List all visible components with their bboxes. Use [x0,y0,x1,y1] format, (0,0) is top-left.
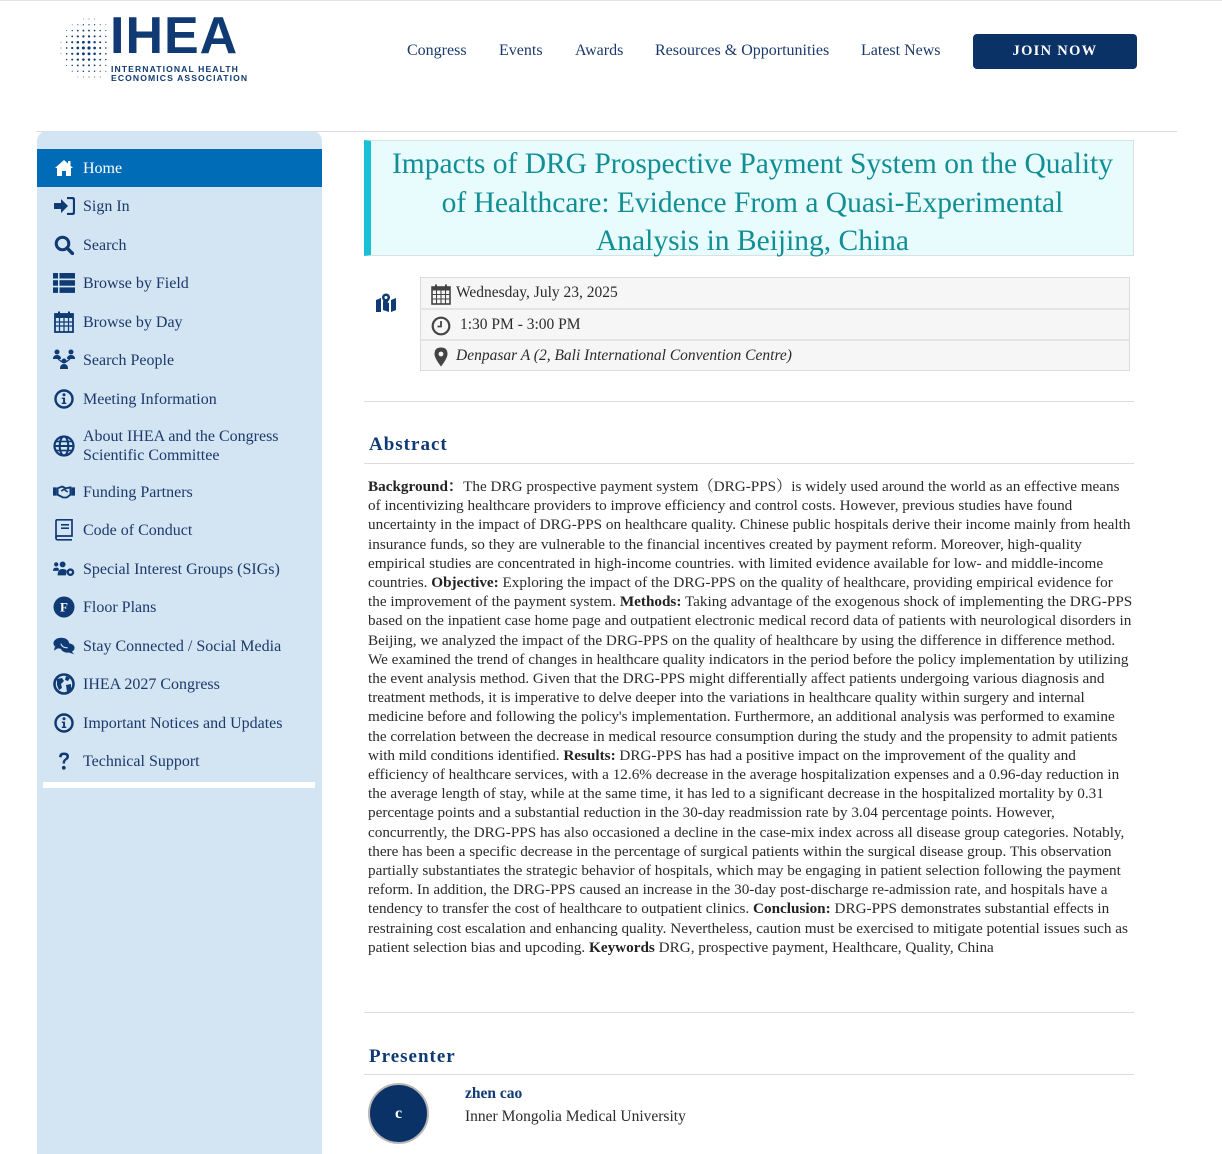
sidebar-item-label: Sign In [83,197,130,215]
abstract-body [368,477,1133,957]
results-label: Results: [563,746,616,764]
sidebar-divider [43,782,315,788]
abstract-background: The DRG prospective payment system（DRG-PPS）is widely used around the world as an effective means of incentivizing healthcare providers to improve efficiency and control costs. However, previous studies have found uncertainty in the impact of DRG-PPS on healthcare quality. Chinese public hospitals derive their income mainly from health insurance funds, so they are vulnerable to the financial incentives created by payment reform. Moreover, high-quality empirical studies are concentrated in high-income countries. with limited evidence available for low- and middle-income countries. [368,478,1131,592]
comments-icon [53,635,75,657]
conclusion-label: Conclusion: [753,900,831,918]
session-date-row [420,277,1130,309]
sidebar-item-label-line2: Scientific Committee [83,447,220,464]
abstract-methods: Taking advantage of the exogenous shock of implementing the DRG-PPS based on the inpatient case home page and outpatient electronic medical record data of patients with neurological disorders in Beijing, we analyzed the impact of the DRG-PPS on the quality of healthcare by using the difference in difference method. We examined the trend of changes in healthcare quality indicators in the period before the policy implementation by utilizing the event analysis method. Given that the DRG-PPS might differentially affect patients undergoing various diagnosis and treatment methods, it is imperative to delve deeper into the variations in healthcare quality within surgery and internal medicine before and following the policy's implementation. Furthermore, an additional analysis was performed to examine the correlation between the decrease in medical resource consumption during the study and the propensity to admit patients with mild conditions identified. [368,593,1133,764]
calendar-icon [53,311,75,333]
top-border [0,0,1222,1]
sidebar-item-label: Meeting Information [83,390,217,408]
clock-icon [430,315,452,337]
divider [364,463,1134,464]
logo-tagline [111,65,248,83]
join-now-button[interactable]: JOIN NOW [973,34,1137,69]
globe-americas-icon [53,673,75,695]
background-label: Background： [368,478,464,495]
abstract-heading: Abstract [369,434,448,455]
logo-wordmark: IHEA [110,7,239,65]
sidebar-item-about-ihea[interactable] [37,419,322,473]
sidebar-item-label: Home [83,159,123,177]
sidebar-item-home[interactable] [37,149,322,187]
sidebar-item-special-interest-groups[interactable] [37,550,322,588]
people-network-icon [53,349,75,371]
divider [364,401,1134,402]
sidebar-item-technical-support[interactable] [37,742,322,780]
sidebar-item-label: IHEA 2027 Congress [83,675,220,693]
globe-icon [53,435,75,457]
session-info-table [420,277,1130,371]
floor-plan-f-icon [53,596,75,618]
handshake-icon [53,481,75,503]
sidebar-item-label: Stay Connected / Social Media [83,637,282,655]
sidebar-item-search[interactable] [37,226,322,264]
nav-latest-news[interactable]: Latest News [861,42,941,59]
sidebar-item-label: Floor Plans [83,598,157,616]
abstract-keywords: DRG, prospective payment, Healthcare, Quality, China [658,938,994,956]
divider [364,1074,1134,1075]
sidebar-item-meeting-information[interactable] [37,380,322,418]
sidebar-item-stay-connected[interactable] [37,627,322,665]
presenter-heading: Presenter [369,1046,456,1067]
sidebar-item-label: Important Notices and Updates [83,714,283,732]
methods-label: Methods: [619,593,682,611]
nav-awards[interactable]: Awards [575,42,624,59]
session-date: Wednesday, July 23, 2025 [456,284,618,301]
search-icon [53,234,75,256]
session-time-row [420,308,1130,340]
location-pin-icon [430,346,452,368]
home-icon [53,157,75,179]
sidebar-item-label: Code of Conduct [83,521,193,539]
list-icon [53,272,75,294]
sidebar-item-label: Funding Partners [83,483,193,501]
divider [364,1012,1134,1013]
sidebar-item-browse-by-day[interactable] [37,303,322,341]
session-time: 1:30 PM - 3:00 PM [460,315,581,333]
ihea-logo[interactable] [58,7,258,86]
sidebar-item-browse-by-field[interactable] [37,264,322,302]
sidebar-item-label: Browse by Day [83,313,183,331]
users-cog-icon [53,558,75,580]
logo-tagline-line1: INTERNATIONAL HEALTH [111,64,239,74]
sidebar-item-funding-partners[interactable] [37,473,322,511]
keywords-label: Keywords [589,938,655,956]
sidebar-item-label-line1: About IHEA and the Congress [83,428,279,445]
abstract-objective: Exploring the impact of the DRG-PPS on the quality of healthcare, providing empirical evidence for the improvement of the payment system. [368,574,1113,611]
map-marker-icon[interactable] [375,293,397,313]
question-icon [53,750,75,772]
session-title: Impacts of DRG Prospective Payment System on the Quality of Healthcare: Evidence From a Quasi-Experimental Analysis in Beijing, China [391,148,1113,257]
sign-in-icon [53,195,75,217]
session-title-box [364,140,1134,256]
sidebar-item-label: Technical Support [83,752,200,770]
info-icon [53,388,75,410]
sidebar-item-label: Browse by Field [83,274,189,292]
svg-text:F: F [60,599,68,615]
abstract-results: DRG-PPS has had a positive impact on the improvement of the quality and efficiency of healthcare services, with a 12.6% decrease in the average hospitalization expenses and a 0.96-day reduction in the average length of stay, while at the same time, it has led to a significant decrease in the hospitalized mortality by 0.31 percentage points and a substantial reduction in the 30-day readmission rate by 3.04 percentage points. However, concurrently, the DRG-PPS has also occasioned a decline in the case-mix index across all disease group categories. Notably, there has been a specific decrease in the percentage of surgical patients within the surgical disease group. This observation partially substantiates the strategic behavior of hospitals, which may be engaging in patient selection following the payment reform. In addition, the DRG-PPS caused an increase in the 30-day post-discharge re-admission rate, and hospitals have a tendency to transfer the cost of healthcare to outpatient clinics. [368,746,1125,918]
sidebar-item-sign-in[interactable] [37,187,322,225]
sidebar-item-important-notices[interactable] [37,704,322,742]
sidebar-item-code-of-conduct[interactable] [37,511,322,549]
nav-resources-opportunities[interactable]: Resources & Opportunities [655,42,830,59]
objective-label: Objective: [431,574,499,592]
nav-congress[interactable]: Congress [407,42,467,59]
abstract-conclusion: DRG-PPS demonstrates substantial effects in restraining cost escalation and enhancing quality. Nevertheless, caution must be exercised to mitigate potential issues such as patient selection bias and upcoding. [368,900,1128,956]
session-location[interactable]: Denpasar A (2, Bali International Convention Centre) [456,346,792,364]
calendar-icon [430,283,452,305]
sidebar-item-search-people[interactable] [37,341,322,379]
sidebar-item-ihea-2027-congress[interactable] [37,665,322,703]
sidebar-item-label: Special Interest Groups (SIGs) [83,560,280,578]
sidebar-item-label: Search People [83,351,175,369]
sidebar [37,131,322,1154]
presenter-affiliation: Inner Mongolia Medical University [465,1108,686,1125]
info-icon [53,712,75,734]
sidebar-item-label: Search [83,236,127,254]
logo-tagline-line2: ECONOMICS ASSOCIATION [111,73,249,83]
presenter-avatar[interactable]: c [368,1083,429,1144]
book-icon [53,519,75,541]
presenter-name[interactable]: zhen cao [465,1085,523,1102]
sidebar-item-floor-plans[interactable] [37,588,322,626]
session-location-row [420,339,1130,371]
nav-events[interactable]: Events [499,42,543,59]
sidebar-item-label [83,427,279,465]
